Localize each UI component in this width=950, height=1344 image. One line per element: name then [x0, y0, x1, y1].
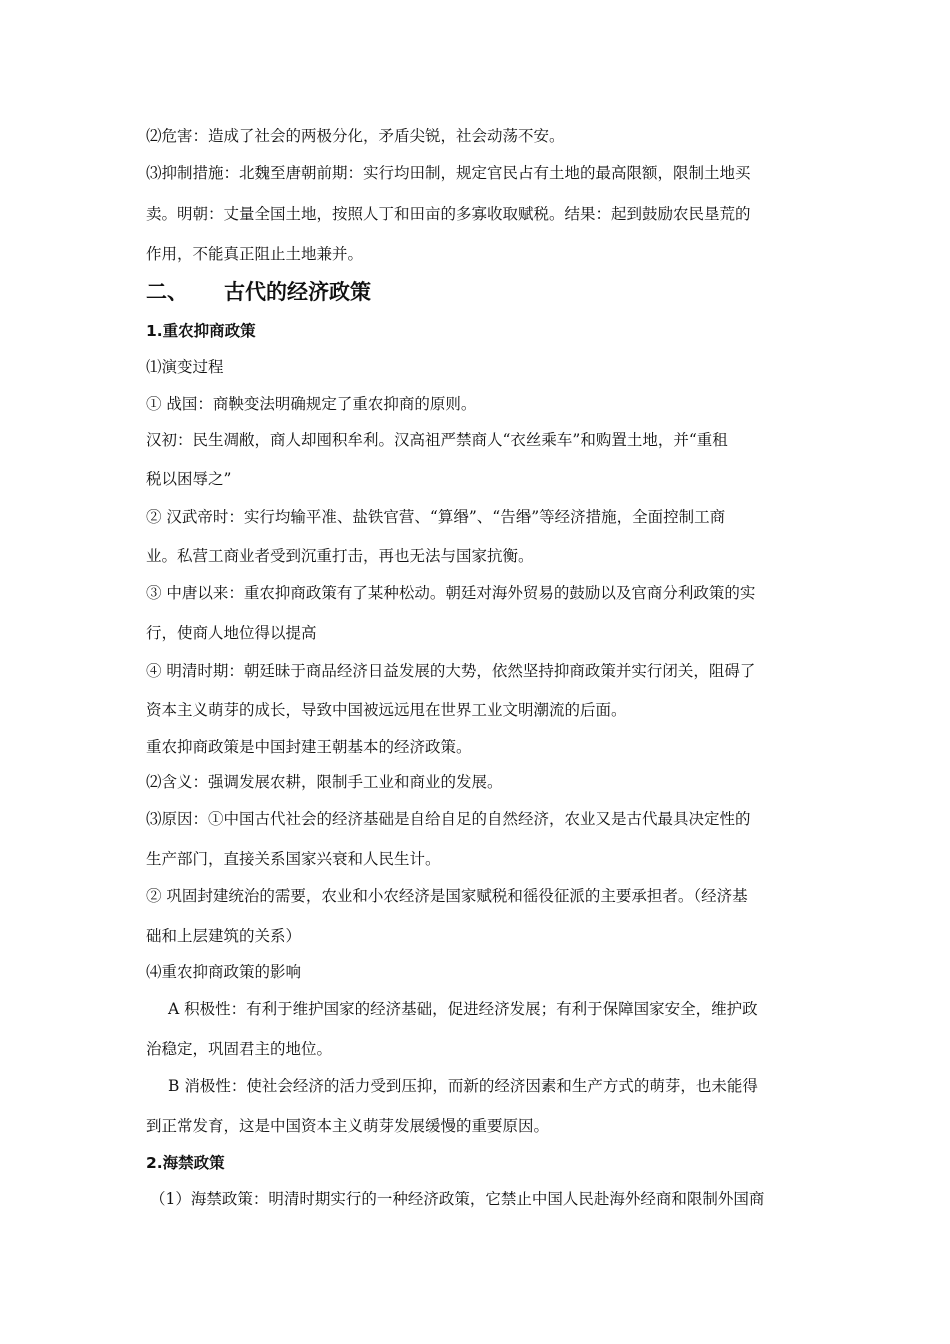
- subheading: 2.海禁政策: [146, 1154, 225, 1172]
- paragraph-line: ⑷重农抑商政策的影响: [146, 963, 302, 981]
- paragraph-line: ③ 中唐以来：重农抑商政策有了某种松动。朝廷对海外贸易的鼓励以及官商分利政策的实: [146, 584, 756, 602]
- paragraph-line: ① 战国：商鞅变法明确规定了重农抑商的原则。: [146, 395, 477, 413]
- paragraph-line: 业。私营工商业者受到沉重打击，再也无法与国家抗衡。: [146, 547, 534, 565]
- section-heading: [146, 278, 371, 306]
- paragraph-line: 行，使商人地位得以提高: [146, 624, 317, 642]
- paragraph-line: 重农抑商政策是中国封建王朝基本的经济政策。: [146, 738, 472, 756]
- paragraph-line: ⑴演变过程: [146, 358, 224, 376]
- paragraph-line: ⑵含义：强调发展农耕，限制手工业和商业的发展。: [146, 773, 503, 791]
- paragraph-line: 卖。明朝：丈量全国土地，按照人丁和田亩的多寡收取赋税。结果：起到鼓励农民垦荒的: [146, 205, 751, 223]
- paragraph-line: 础和上层建筑的关系）: [146, 927, 302, 945]
- paragraph-line: 作用，不能真正阻止土地兼并。: [146, 245, 364, 263]
- paragraph-line: ⑵危害：造成了社会的两极分化，矛盾尖锐，社会动荡不安。: [146, 127, 565, 145]
- paragraph-line: ④ 明清时期：朝廷昧于商品经济日益发展的大势，依然坚持抑商政策并实行闭关，阻碍了: [146, 662, 756, 680]
- paragraph-line: （1）海禁政策：明清时期实行的一种经济政策，它禁止中国人民赴海外经商和限制外国商: [150, 1190, 765, 1208]
- paragraph-line: 治稳定，巩固君主的地位。: [146, 1040, 333, 1058]
- paragraph-line: 生产部门，直接关系国家兴衰和人民生计。: [146, 850, 441, 868]
- paragraph-line: ② 汉武帝时：实行均输平准、盐铁官营、“算缗”、“告缗”等经济措施，全面控制工商: [146, 508, 726, 526]
- paragraph-line: A 积极性：有利于维护国家的经济基础，促进经济发展；有利于保障国家安全，维护政: [168, 1000, 758, 1018]
- paragraph-line: 税以困辱之”: [146, 470, 232, 488]
- paragraph-line: ⑶原因：①中国古代社会的经济基础是自给自足的自然经济，农业又是古代最具决定性的: [146, 810, 751, 828]
- paragraph-line: 汉初：民生凋敝，商人却囤积牟利。汉高祖严禁商人“衣丝乘车”和购置土地，并“重租: [146, 431, 728, 449]
- paragraph-line: ⑶抑制措施：北魏至唐朝前期：实行均田制，规定官民占有土地的最高限额，限制土地买: [146, 164, 751, 182]
- subheading: 1.重农抑商政策: [146, 322, 256, 340]
- paragraph-line: 资本主义萌芽的成长，导致中国被远远甩在世界工业文明潮流的后面。: [146, 701, 627, 719]
- section-heading-title: 古代的经济政策: [224, 280, 371, 304]
- paragraph-line: ② 巩固封建统治的需要，农业和小农经济是国家赋税和徭役征派的主要承担者。（经济基: [146, 887, 748, 905]
- section-heading-number: 二、: [146, 280, 188, 304]
- paragraph-line: 到正常发育，这是中国资本主义萌芽发展缓慢的重要原因。: [146, 1117, 550, 1135]
- paragraph-line: B 消极性：使社会经济的活力受到压抑，而新的经济因素和生产方式的萌芽，也未能得: [168, 1077, 758, 1095]
